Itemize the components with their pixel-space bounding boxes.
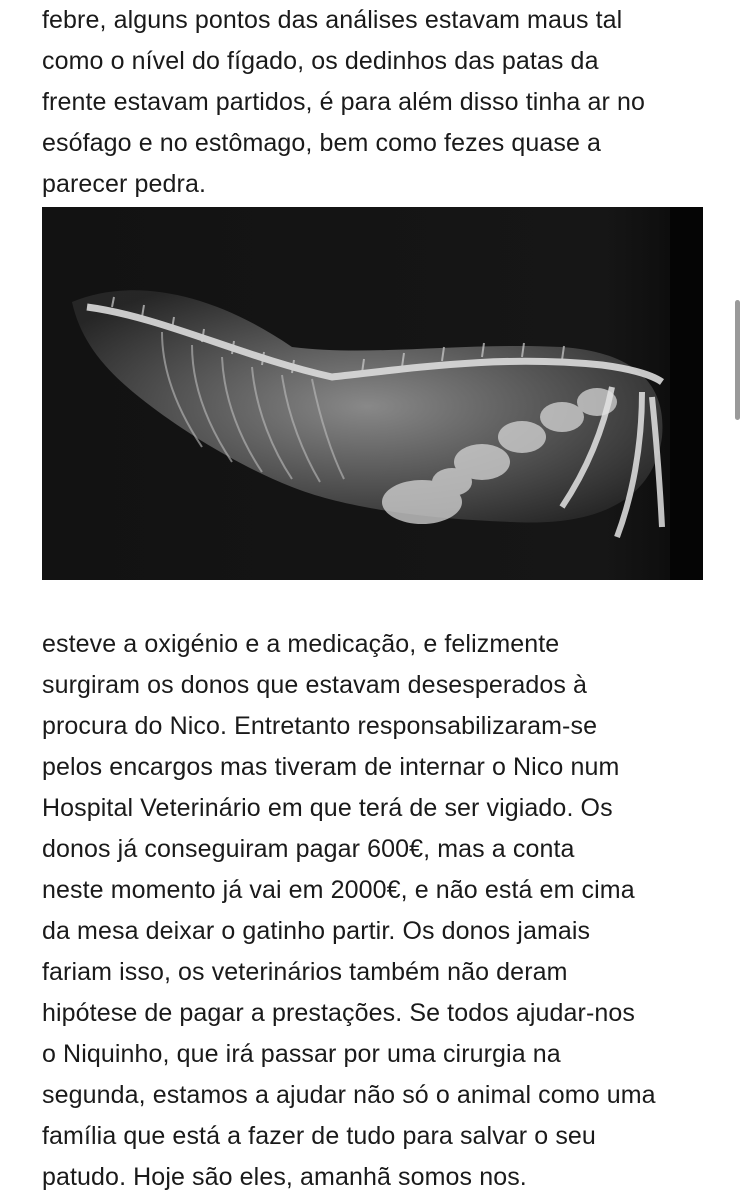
text-line: pelos encargos mas tiveram de internar o Nico num xyxy=(42,753,620,781)
text-line: parecer pedra. xyxy=(42,170,206,198)
text-line: da mesa deixar o gatinho partir. Os donos jamais xyxy=(42,917,591,945)
text-line: esófago e no estômago, bem como fezes quase a xyxy=(42,129,602,157)
text-line: surgiram os donos que estavam desesperados à xyxy=(42,671,587,699)
text-line: como o nível do fígado, os dedinhos das patas da xyxy=(42,47,599,75)
text-line: febre, alguns pontos das análises estavam maus tal xyxy=(42,6,623,34)
text-line: frente estavam partidos, é para além disso tinha ar no xyxy=(42,88,645,116)
text-line: donos já conseguiram pagar 600€, mas a conta xyxy=(42,835,575,863)
text-line: família que está a fazer de tudo para salvar o seu xyxy=(42,1122,596,1150)
text-line: procura do Nico. Entretanto responsabilizaram-se xyxy=(42,712,598,740)
vertical-scrollbar[interactable] xyxy=(735,300,740,420)
text-line: patudo. Hoje são eles, amanhã somos nos. xyxy=(42,1163,527,1191)
xray-image-icon xyxy=(42,207,703,580)
text-line: esteve a oxigénio e a medicação, e felizmente xyxy=(42,630,560,658)
text-line: Hospital Veterinário em que terá de ser vigiado. Os xyxy=(42,794,613,822)
text-line: fariam isso, os veterinários também não deram xyxy=(42,958,568,986)
article-paragraph-top xyxy=(42,0,722,205)
xray-image xyxy=(42,207,703,580)
text-line: segunda, estamos a ajudar não só o animal como uma xyxy=(42,1081,656,1109)
text-line: hipótese de pagar a prestações. Se todos ajudar-nos xyxy=(42,999,635,1027)
article-paragraph-bottom xyxy=(42,624,722,1198)
text-line: neste momento já vai em 2000€, e não está em cima xyxy=(42,876,635,904)
text-line: o Niquinho, que irá passar por uma cirurgia na xyxy=(42,1040,561,1068)
